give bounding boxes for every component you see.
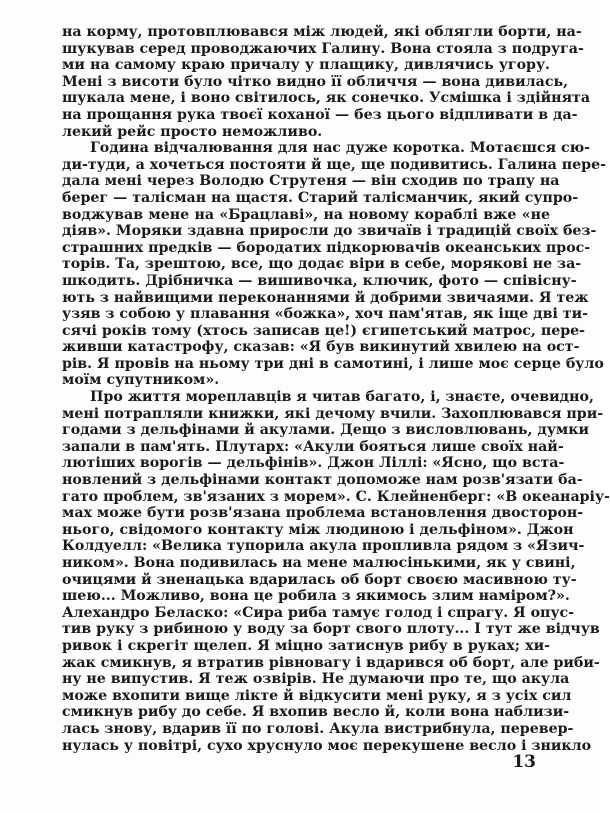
text-line: живши катастрофу, сказав: «Я був викинутий хвилею на ост- <box>62 339 580 356</box>
text-line: шукала мене, і воно світилось, як сонечко. Усмішка і здійнята <box>62 90 591 107</box>
text-line: годами з дельфінами й акулами. Дещо з висловлювань, думки <box>62 422 590 439</box>
text-line: страшних предків — бородатих підкорювачів океанських прос- <box>62 239 591 256</box>
text-line: лекий рейс просто неможливо. <box>62 123 323 140</box>
text-line: мах може бути розв'язана проблема встановлення двосторон- <box>62 505 584 522</box>
paragraph <box>62 24 591 140</box>
text-line: берег — талісман на щастя. Старий талісманчик, який супро- <box>62 189 579 206</box>
text-line: може вхопити вище лікте й відкусити мені руку, я з усіх сил <box>62 687 572 704</box>
text-line: нього, свідомого контакту між людиною і дельфіном». Джон <box>62 521 574 538</box>
text-line: моїм супутником». <box>62 372 220 389</box>
text-line: узяв з собою у плавання «божка», хоч пам'ятав, як іще дві ти- <box>62 306 588 323</box>
text-line: запали в пам'ять. Плутарх: «Акули бояться лише своїх най- <box>62 438 564 455</box>
text-line: мені потрапляли книжки, які дечому вчили. Захоплювався при- <box>62 405 604 422</box>
text-line: ми на самому краю причалу у плащику, дивлячись угору. <box>62 57 550 74</box>
text-line: Колдуелл: «Велика тупорила акула пропливла рядом з «Язич- <box>62 538 585 555</box>
text-line: на корму, протовплювався між людей, які облягли борти, на- <box>62 24 582 40</box>
text-line: Година відчалювання для нас дуже коротка. Мотаєшся сю- <box>90 140 591 157</box>
page-number: 13 <box>512 752 536 772</box>
text-line: торів. Та, зрештою, все, що додає віри в себе, морякові не за- <box>62 256 582 273</box>
text-line: ють з найвищими переконаннями й добрими звичаями. Я теж <box>62 289 589 306</box>
paragraph <box>62 140 606 389</box>
text-line: ником». Вона подивилась на мене малюсінькими, як у свині, <box>62 555 576 571</box>
text-line: дала мені через Володю Струтеня — він сходив по трапу на <box>62 173 560 190</box>
text-line: шкодить. Дрібничка — вишивочка, ключик, фото — співісну- <box>62 272 577 289</box>
text-line: новлений з дельфінами контакт допоможе нам розв'язати ба- <box>62 472 583 489</box>
body-text <box>62 24 610 754</box>
text-line: лютіших ворогів — дельфінів». Джон Ліллі: «Ясно, що вста- <box>62 455 565 472</box>
text-line: Про життя мореплавців я читав багато, і, знаєте, очевидно, <box>90 389 594 406</box>
text-line: шукував серед проводжаючих Галину. Вона стояла з подруга- <box>62 40 584 57</box>
paragraph <box>62 389 610 754</box>
text-line: рів. Я провів на ньому три дні в самотині, і лише моє серце було <box>62 355 604 372</box>
text-line: лась знову, вдарив її по голові. Акула вистрибнула, перевер- <box>62 720 574 737</box>
text-line: Алехандро Беласко: «Сира риба тамує голод і спрагу. Я опус- <box>62 604 575 621</box>
text-line: смикнув рибу до себе. Я вхопив весло й, коли вона наблизи- <box>62 704 570 721</box>
text-line: ну не випустив. Я теж озвірів. Не думаючи про те, що акула <box>62 671 570 688</box>
text-line: Мені з висоти було чітко видно її обличчя — вона дивилась, <box>62 73 569 90</box>
text-line: діяв». Моряки здавна приросли до звичаїв і традицій своїх без- <box>62 223 597 240</box>
text-line: очицями й зненацька вдарилась об борт своєю масивною ту- <box>62 571 577 588</box>
text-line: гато проблем, зв'язаних з морем». С. Клейненберг: «В океанаріу- <box>62 488 610 505</box>
text-line: ди-туди, а хочеться постояти й ще, ще подивитись. Галина пере- <box>62 156 606 173</box>
text-line: ривок і скрегіт щелеп. Я міцно затиснув рибу в руках; хи- <box>62 637 550 654</box>
text-line: жак смикнув, я втратив рівновагу і вдарився об борт, але риби- <box>62 654 600 671</box>
text-line: нулась у повітрі, сухо хруснуло моє перекушене весло і зникло <box>62 737 592 754</box>
text-line: сячі років тому (хтось записав це!) єгипетський матрос, пере- <box>62 322 586 339</box>
text-line: воджував мене на «Брацлаві», на новому кораблі вже «не <box>62 206 550 223</box>
text-line: на прощання рука твоєї коханої — без цього відпливати в да- <box>62 106 578 123</box>
text-line: шею... Можливо, вона це робила з якимось злим наміром?». <box>62 588 570 605</box>
text-line: тив руку з рибиною у воду за борт свого плоту... І тут же відчув <box>62 621 600 638</box>
